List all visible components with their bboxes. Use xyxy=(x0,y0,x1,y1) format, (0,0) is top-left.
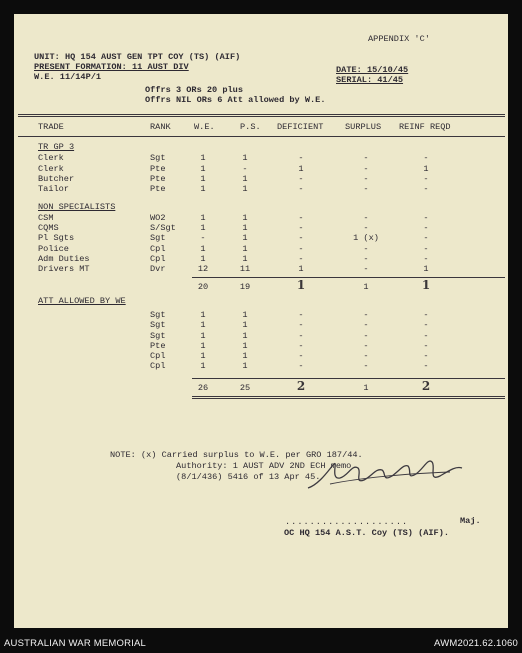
handwritten-signature xyxy=(300,454,470,496)
trade-cell: Drivers MT xyxy=(38,264,90,275)
note-line-3: (8/1/436) 5416 of 13 Apr 45. xyxy=(176,472,321,482)
rank-cell: Cpl xyxy=(150,254,166,264)
rank-cell: Sgt xyxy=(150,320,166,331)
subtotal-reinf: 1 xyxy=(421,277,431,292)
sur-cell: - xyxy=(363,173,369,184)
trade-cell: Clerk xyxy=(38,163,64,174)
we-cell: 1 xyxy=(200,173,206,184)
header-bottom-rule xyxy=(18,136,505,137)
rank-cell: Sgt xyxy=(150,330,166,341)
sur-cell: - xyxy=(363,320,369,331)
reinf-cell: - xyxy=(423,254,429,264)
reinf-cell: - xyxy=(423,212,429,223)
rank-cell: Pte xyxy=(150,173,166,184)
ps-cell: 11 xyxy=(239,264,251,275)
reinf-cell: - xyxy=(423,233,429,244)
ps-cell: 1 xyxy=(242,184,248,195)
def-cell: - xyxy=(298,330,304,341)
we-reference: W.E. 11/14P/1 xyxy=(34,72,102,82)
rank-cell: Dvr xyxy=(150,264,166,275)
we-cell: 1 xyxy=(200,223,206,234)
footer-accession-number: AWM2021.62.1060 xyxy=(434,638,518,649)
column-header: RANK xyxy=(150,122,171,132)
subtotal-def: 1 xyxy=(296,277,306,292)
reinf-cell: - xyxy=(423,173,429,184)
reinf-cell: - xyxy=(423,320,429,331)
rank-cell: Pte xyxy=(150,184,166,195)
rank-cell: Cpl xyxy=(150,243,166,254)
reinf-cell: - xyxy=(423,361,429,372)
ps-cell: 1 xyxy=(242,212,248,223)
reinf-cell: - xyxy=(423,153,429,164)
reinf-cell: 1 xyxy=(423,163,429,174)
signature-dotted-line: .................... xyxy=(285,517,409,527)
section-title: TR GP 3 xyxy=(38,142,75,152)
total-reinf: 2 xyxy=(421,378,431,393)
reinf-cell: 1 xyxy=(423,264,429,275)
rank-cell: WO2 xyxy=(150,212,166,223)
rank-cell: Sgt xyxy=(150,153,166,164)
column-header: DEFICIENT xyxy=(277,122,324,132)
def-cell: - xyxy=(298,153,304,164)
column-header: W.E. xyxy=(194,122,215,132)
sur-cell: - xyxy=(363,153,369,164)
trade-cell: Clerk xyxy=(38,153,64,164)
def-cell: - xyxy=(298,212,304,223)
sur-cell: - xyxy=(363,212,369,223)
serial-line: SERIAL: 41/45 xyxy=(336,75,404,85)
def-cell: - xyxy=(298,320,304,331)
we-cell: 1 xyxy=(200,163,206,174)
def-cell: - xyxy=(298,309,304,320)
subtotal-rule xyxy=(192,277,505,278)
ps-cell: 1 xyxy=(242,309,248,320)
ps-cell: 1 xyxy=(242,361,248,372)
reinf-cell: - xyxy=(423,351,429,362)
we-cell: 1 xyxy=(200,184,206,195)
column-header: SURPLUS xyxy=(345,122,382,132)
section-title: NON SPECIALISTS xyxy=(38,201,116,212)
note-line-1: NOTE: (x) Carried surplus to W.E. per GRO 187/44. xyxy=(110,450,363,460)
total-rule xyxy=(192,378,505,379)
we-cell: 1 xyxy=(200,351,206,362)
ps-cell: 1 xyxy=(242,243,248,254)
reinf-cell: - xyxy=(423,243,429,254)
unit-line: UNIT: HQ 154 AUST GEN TPT COY (TS) (AIF) xyxy=(34,52,241,62)
table-top-rule xyxy=(18,114,505,115)
def-cell: - xyxy=(298,243,304,254)
def-cell: - xyxy=(298,340,304,351)
we-cell: 1 xyxy=(200,330,206,341)
sur-cell: - xyxy=(363,264,369,275)
trade-cell: Pl Sgts xyxy=(38,233,75,244)
sur-cell: - xyxy=(363,309,369,320)
sur-cell: 1 (x) xyxy=(353,233,379,244)
we-cell: 1 xyxy=(200,254,206,264)
trade-cell: Adm Duties xyxy=(38,254,90,264)
section-title: ATT ALLOWED BY WE xyxy=(38,295,126,306)
we-cell: 1 xyxy=(200,320,206,331)
signature-rank: Maj. xyxy=(460,516,481,526)
date-line: DATE: 15/10/45 xyxy=(336,65,409,75)
we-cell: 1 xyxy=(200,340,206,351)
def-cell: - xyxy=(298,254,304,264)
subtotal-we: 20 xyxy=(197,281,209,292)
ps-cell: 1 xyxy=(242,153,248,164)
attached-strength-line: Offrs NIL ORs 6 Att allowed by W.E. xyxy=(145,95,326,105)
trade-cell: Police xyxy=(38,243,69,254)
sur-cell: - xyxy=(363,340,369,351)
rank-cell: Cpl xyxy=(150,351,166,362)
sur-cell: - xyxy=(363,243,369,254)
subtotal-ps: 19 xyxy=(239,281,251,292)
sur-cell: - xyxy=(363,330,369,341)
reinf-cell: - xyxy=(423,223,429,234)
total-def: 2 xyxy=(296,378,306,393)
ps-cell: 1 xyxy=(242,340,248,351)
ps-cell: 1 xyxy=(242,173,248,184)
rank-cell: S/Sgt xyxy=(150,223,176,234)
total-ps: 25 xyxy=(239,382,251,393)
reinf-cell: - xyxy=(423,340,429,351)
trade-cell: Tailor xyxy=(38,184,69,195)
def-cell: - xyxy=(298,223,304,234)
we-cell: - xyxy=(200,233,206,244)
ps-cell: - xyxy=(242,163,248,174)
def-cell: - xyxy=(298,351,304,362)
we-cell: 12 xyxy=(197,264,209,275)
we-cell: 1 xyxy=(200,309,206,320)
sur-cell: - xyxy=(363,254,369,264)
trade-cell: CSM xyxy=(38,212,54,223)
note-line-2: Authority: 1 AUST ADV 2ND ECH memo xyxy=(176,461,352,471)
formation-line: PRESENT FORMATION: 11 AUST DIV xyxy=(34,62,189,72)
sur-cell: - xyxy=(363,184,369,195)
ps-cell: 1 xyxy=(242,330,248,341)
sur-cell: - xyxy=(363,351,369,362)
column-header: REINF REQD xyxy=(399,122,451,132)
sur-cell: - xyxy=(363,163,369,174)
rank-cell: Sgt xyxy=(150,233,166,244)
sur-cell: - xyxy=(363,361,369,372)
rank-cell: Cpl xyxy=(150,361,166,372)
total-sur: 1 xyxy=(363,382,369,393)
reinf-cell: - xyxy=(423,309,429,320)
subtotal-sur: 1 xyxy=(363,281,369,292)
def-cell: - xyxy=(298,173,304,184)
ps-cell: 1 xyxy=(242,254,248,264)
rank-cell: Pte xyxy=(150,163,166,174)
def-cell: - xyxy=(298,361,304,372)
column-header: TRADE xyxy=(38,122,64,132)
ps-cell: 1 xyxy=(242,233,248,244)
we-cell: 1 xyxy=(200,243,206,254)
def-cell: - xyxy=(298,184,304,195)
ps-cell: 1 xyxy=(242,320,248,331)
we-cell: 1 xyxy=(200,153,206,164)
we-cell: 1 xyxy=(200,212,206,223)
total-bottom-rule-2 xyxy=(192,398,505,399)
sur-cell: - xyxy=(363,223,369,234)
def-cell: 1 xyxy=(298,264,304,275)
table-top-rule-2 xyxy=(18,116,505,117)
def-cell: - xyxy=(298,233,304,244)
signature-block: OC HQ 154 A.S.T. Coy (TS) (AIF). xyxy=(284,528,450,538)
reinf-cell: - xyxy=(423,184,429,195)
appendix-label: APPENDIX 'C' xyxy=(368,34,430,44)
ps-cell: 1 xyxy=(242,223,248,234)
trade-cell: Butcher xyxy=(38,173,75,184)
column-header: P.S. xyxy=(240,122,261,132)
total-bottom-rule xyxy=(192,396,505,397)
ps-cell: 1 xyxy=(242,351,248,362)
def-cell: 1 xyxy=(298,163,304,174)
trade-cell: CQMS xyxy=(38,223,59,234)
officer-strength-line: Offrs 3 ORs 20 plus xyxy=(145,85,243,95)
total-we: 26 xyxy=(197,382,209,393)
rank-cell: Pte xyxy=(150,340,166,351)
we-cell: 1 xyxy=(200,361,206,372)
footer-archive-name: AUSTRALIAN WAR MEMORIAL xyxy=(4,638,147,649)
reinf-cell: - xyxy=(423,330,429,341)
rank-cell: Sgt xyxy=(150,309,166,320)
